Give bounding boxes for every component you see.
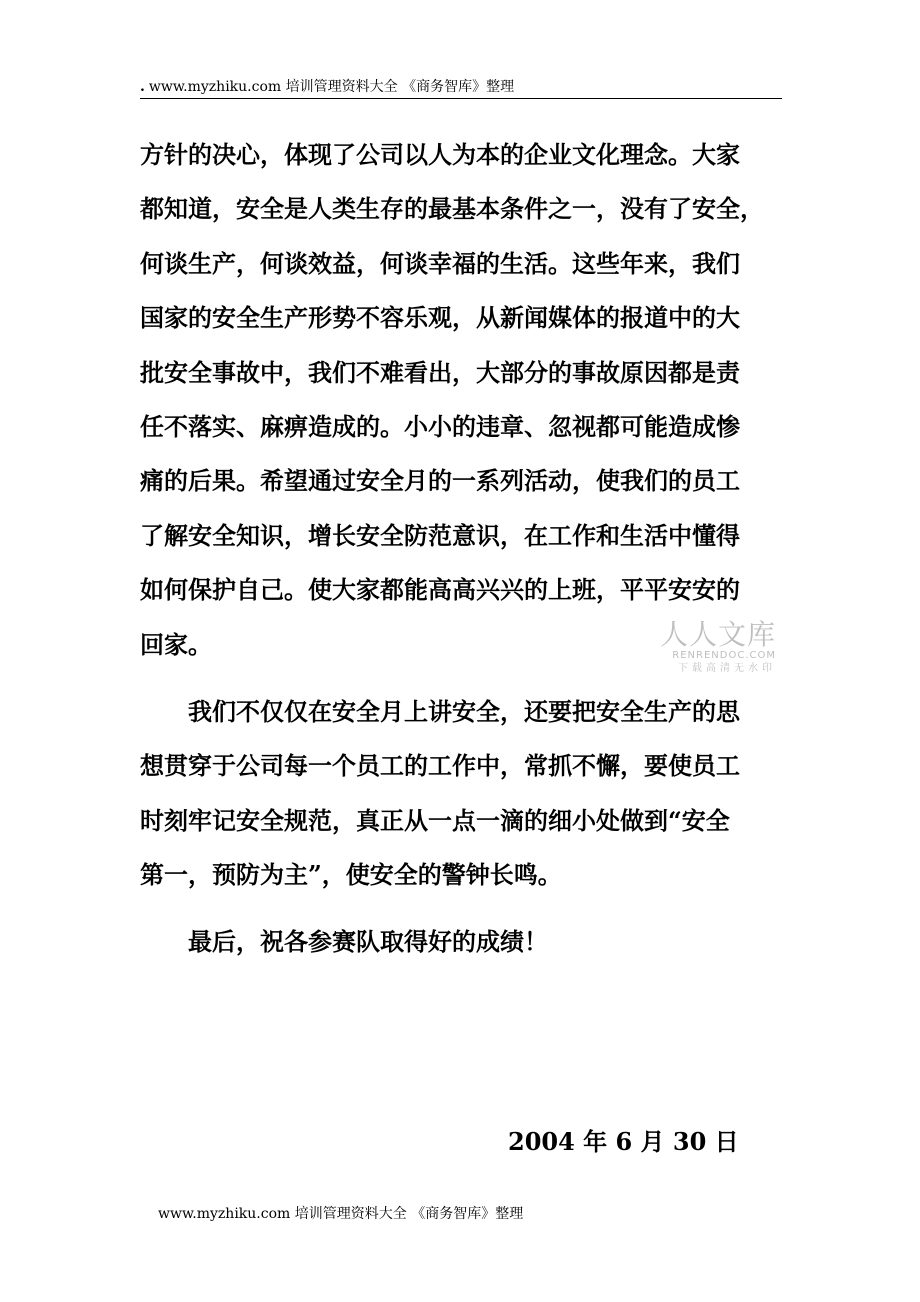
page-footer: www.myzhiku.com 培训管理资料大全 《商务智库》整理 bbox=[158, 1206, 524, 1222]
body-line: 国家的安全生产形势不容乐观，从新闻媒体的报道中的大 bbox=[140, 303, 740, 333]
body-line: 痛的后果。希望通过安全月的一系列活动，使我们的员工 bbox=[140, 466, 740, 496]
closing-line: 最后，祝各参赛队取得好的成绩！ bbox=[188, 927, 548, 957]
watermark-domain: RENRENDOC.COM bbox=[672, 650, 776, 661]
page-header bbox=[140, 78, 782, 99]
body-line: 方针的决心，体现了公司以人为本的企业文化理念。大家 bbox=[140, 140, 740, 169]
header-dot: . bbox=[140, 79, 145, 95]
document-body bbox=[140, 128, 780, 970]
body-line: 都知道，安全是人类生存的最基本条件之一，没有了安全， bbox=[140, 194, 764, 224]
body-line: 何谈生产，何谈效益，何谈幸福的生活。这些年来，我们 bbox=[140, 248, 740, 278]
watermark-logo: 人人文库 bbox=[659, 618, 776, 651]
body-line: 批安全事故中，我们不难看出，大部分的事故原因都是责 bbox=[140, 357, 740, 387]
body-line: 我们不仅仅在安全月上讲安全，还要把安全生产的思 bbox=[188, 696, 740, 726]
body-line: 任不落实、麻痹造成的。小小的违章、忽视都可能造成惨 bbox=[140, 411, 740, 441]
body-line: 第一，预防为主”，使安全的警钟长鸣。 bbox=[140, 860, 562, 890]
body-line: 想贯穿于公司每一个员工的工作中，常抓不懈，要使员工 bbox=[140, 751, 740, 781]
document-date: 2004 年 6 月 30 日 bbox=[508, 1127, 739, 1156]
body-line: 了解安全知识，增长安全防范意识，在工作和生活中懂得 bbox=[140, 520, 740, 550]
body-line: 如何保护自己。使大家都能高高兴兴的上班，平平安安的 bbox=[140, 575, 740, 605]
body-line: 回家。 bbox=[140, 629, 212, 659]
watermark bbox=[646, 620, 776, 676]
header-text: www.myzhiku.com 培训管理资料大全 《商务智库》整理 bbox=[148, 79, 515, 95]
watermark-subtitle: 下载高清无水印 bbox=[678, 663, 776, 674]
body-line: 时刻牢记安全规范，真正从一点一滴的细小处做到“安全 bbox=[140, 805, 730, 835]
